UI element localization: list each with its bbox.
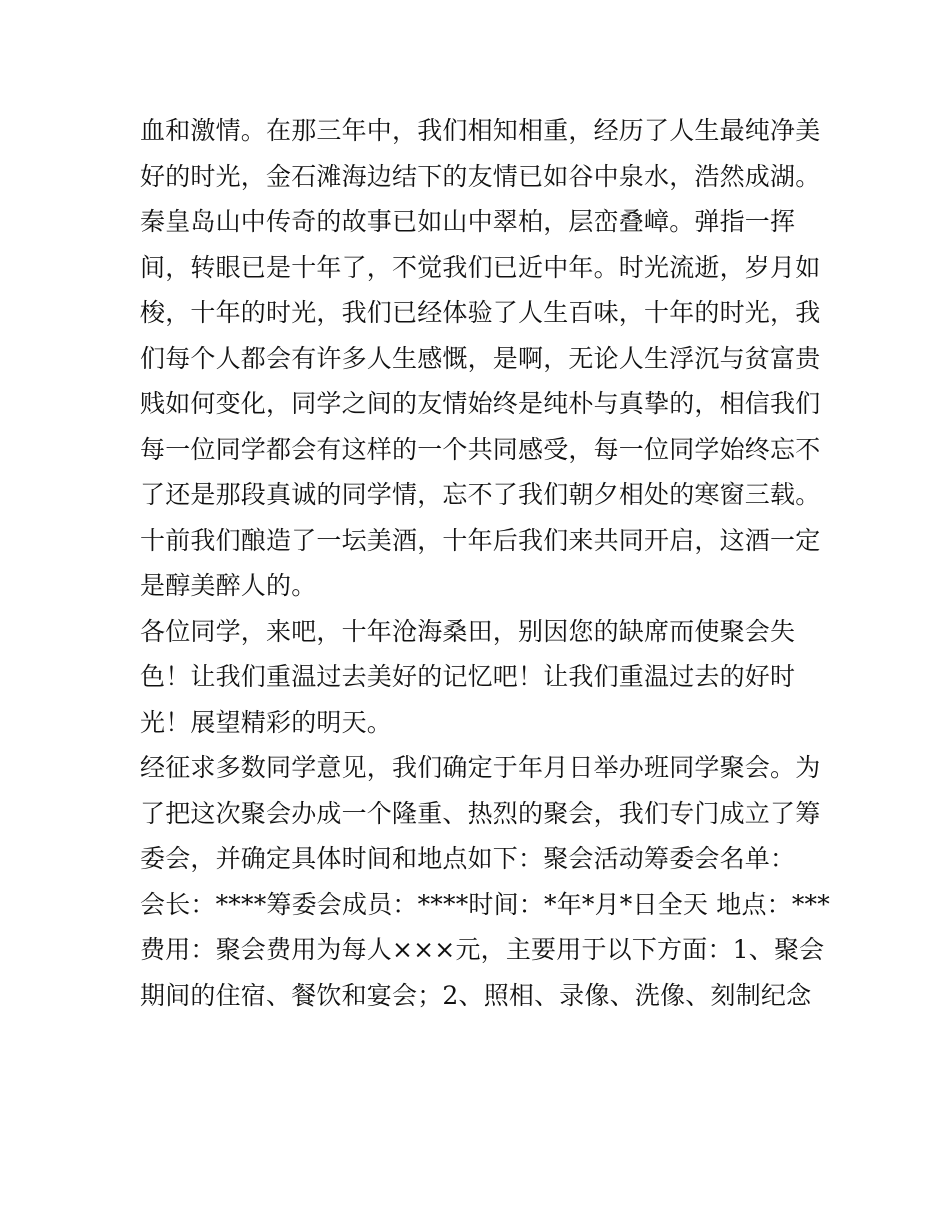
- text-line: 色！让我们重温过去美好的记忆吧！让我们重温过去的好时: [140, 662, 796, 691]
- text-line: 会长：****筹委会成员：****时间：*年*月*日全天 地点：***: [140, 889, 830, 919]
- text-line: 每一位同学都会有这样的一个共同感受，每一位同学始终忘不: [140, 434, 821, 464]
- text-line: 费用：聚会费用为每人×××元，主要用于以下方面：1、聚会: [140, 935, 825, 964]
- body-text: [140, 108, 830, 1018]
- text-line: 梭，十年的时光，我们已经体验了人生百味，十年的时光，我: [140, 298, 821, 327]
- text-line: 们每个人都会有许多人生感慨，是啊，无论人生浮沉与贫富贵: [140, 343, 821, 373]
- text-line: 是醇美醉人的。: [140, 571, 317, 600]
- text-line: 各位同学，来吧，十年沧海桑田，别因您的缺席而使聚会失: [140, 616, 796, 646]
- text-line: 光！展望精彩的明天。: [140, 707, 393, 737]
- text-line: 期间的住宿、餐饮和宴会；2、照相、录像、洗像、刻制纪念: [140, 980, 812, 1010]
- text-line: 委会，并确定具体时间和地点如下：聚会活动筹委会名单：: [140, 844, 796, 873]
- text-line: 间，转眼已是十年了，不觉我们已近中年。时光流逝，岁月如: [140, 252, 821, 282]
- text-line: 经征求多数同学意见，我们确定于年月日举办班同学聚会。为: [140, 753, 821, 782]
- text-line: 了还是那段真诚的同学情，忘不了我们朝夕相处的寒窗三载。: [140, 480, 821, 509]
- text-line: 贱如何变化，同学之间的友情始终是纯朴与真挚的，相信我们: [140, 389, 821, 418]
- text-line: 好的时光，金石滩海边结下的友情已如谷中泉水，浩然成湖。: [140, 161, 821, 191]
- text-line: 十前我们酿造了一坛美酒，十年后我们来共同开启，这酒一定: [140, 525, 821, 555]
- text-line: 秦皇岛山中传奇的故事已如山中翠柏，层峦叠嶂。弹指一挥: [140, 207, 796, 236]
- text-line: 血和激情。在那三年中，我们相知相重，经历了人生最纯净美: [140, 116, 821, 145]
- text-line: 了把这次聚会办成一个隆重、热烈的聚会，我们专门成立了筹: [140, 798, 821, 828]
